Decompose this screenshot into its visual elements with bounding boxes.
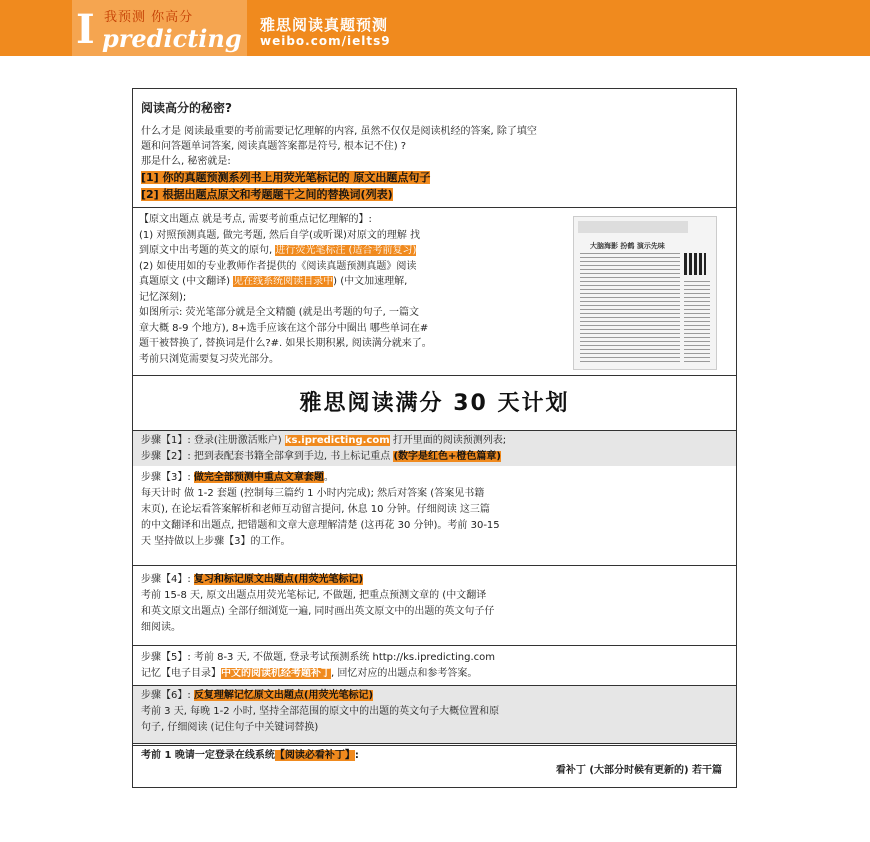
- plan-title-section: [133, 375, 736, 431]
- thumbnail-heading: 大脑海影 扮鹤 演示先味: [590, 242, 665, 250]
- intro-paragraph: 题和问答题单词答案, 阅读真题答案都是符号, 根本记不住) ?: [141, 141, 407, 152]
- thumbnail-text-lines: [580, 253, 680, 363]
- step-6-block: [133, 686, 736, 744]
- secret-point-2: [2] 根据出题点原文和考题题干之间的替换词(列表): [141, 188, 393, 201]
- explain-line: 考前只浏览需要复习荧光部分。: [139, 353, 279, 365]
- step-4-label: 步骤【4】:: [141, 574, 194, 585]
- step-4-paragraph: 和英文原文出题点) 全部仔细浏览一遍, 同时画出英文原文中的出题的英文句子仔: [141, 606, 495, 617]
- step-3-paragraph: 的中文翻译和出题点, 把错题和文章大意理解清楚 (这再花 30 分钟)。考前 30-15: [141, 520, 500, 531]
- step-5-highlight: 中文的阅读机经考题补丁: [221, 668, 331, 679]
- step-1-text: 步骤【1】: 登录(注册激活账户): [141, 435, 285, 446]
- header-weibo-link[interactable]: weibo.com/ielts9: [260, 34, 391, 48]
- step-1-text: 打开里面的阅读预测列表;: [389, 435, 507, 446]
- step-3-paragraph: 天 坚持做以上步骤【3】的工作。: [141, 536, 291, 547]
- header-title: 雅思阅读真题预测: [260, 16, 389, 34]
- step-3-punct: 。: [323, 472, 334, 483]
- ks-ipredicting-link[interactable]: ks.ipredicting.com: [284, 435, 390, 446]
- step-4-highlight: 复习和标记原文出题点(用荧光笔标记): [193, 574, 364, 585]
- logo-slogan: 我预测 你高分: [104, 10, 194, 25]
- step-6-label: 步骤【6】:: [141, 690, 194, 701]
- step-3-paragraph: 每天计时 做 1-2 套题 (控制每三篇约 1 小时内完成); 然后对答案 (答案见书籍: [141, 488, 485, 499]
- sample-page-thumbnail: [573, 216, 717, 370]
- step-4-paragraph: 细阅读。: [141, 622, 181, 633]
- explain-line: 章大概 8-9 个地方), 8+选手应该在这个部分中圈出 哪些单词在#: [139, 322, 429, 334]
- step-6-paragraph: 考前 3 天, 每晚 1-2 小时, 坚持全部范围的原文中的出题的英文句子大概位置和原: [141, 706, 500, 717]
- step-4-paragraph: 考前 15-8 天, 原文出题点用荧光笔标记, 不做题, 把重点预测文章的 (中文翻译: [141, 590, 487, 601]
- step-5-text: , 回忆对应的出题点和参考答案。: [331, 668, 478, 679]
- logo-wordmark: predicting: [102, 24, 242, 53]
- final-note-text: 考前 1 晚请一定登录在线系统: [141, 750, 275, 761]
- ipredicting-logo[interactable]: [72, 0, 247, 56]
- explain-line: 到原文中出考题的英文的原句,: [139, 245, 276, 256]
- step-3-label: 步骤【3】:: [141, 472, 194, 483]
- document-page: [132, 88, 737, 788]
- step-3-highlight: 做完全部预测中重点文章套题: [193, 472, 324, 483]
- intro-title: 阅读高分的秘密?: [141, 101, 232, 115]
- explain-line: (1) 对照预测真题, 做完考题, 然后自学(或听课)对原文的理解 找: [139, 229, 421, 241]
- step-2-text: 步骤【2】: 把到表配套书籍全部拿到手边, 书上标记重点: [141, 451, 394, 462]
- header-bar: [0, 0, 870, 56]
- intro-paragraph: 什么才是 阅读最重要的考前需要记忆理解的内容, 虽然不仅仅是阅读机经的答案, 除了填空: [141, 126, 537, 137]
- final-note-right: 看补丁 (大部分时候有更新的) 若干篇: [555, 765, 722, 776]
- step-2-highlight: (数字是红色+橙色篇章): [393, 451, 501, 462]
- final-note-block: [133, 745, 736, 787]
- step-5-block: [133, 646, 736, 686]
- intro-section: [133, 89, 736, 207]
- explain-line: ) (中文加速理解,: [333, 276, 408, 287]
- highlight-online-catalog: 见在线系统阅读目录中: [233, 276, 334, 287]
- step-5-text: 记忆【电子目录】: [141, 668, 221, 679]
- explain-line: 【原文出题点 就是考点, 需要考前重点记忆理解的】:: [139, 214, 372, 225]
- must-read-patch-highlight: 【阅读必看补丁】: [274, 750, 355, 761]
- plan-title: 雅思阅读满分 30 天计划: [299, 391, 570, 416]
- step-4-block: [133, 566, 736, 646]
- explain-line: 记忆深刻);: [139, 291, 187, 303]
- explain-line: 如图所示: 荧光笔部分就是全文精髓 (就是出考题的句子, 一篇文: [139, 307, 419, 318]
- step-1-2-block: [133, 431, 736, 466]
- step-3-block: [133, 466, 736, 566]
- step-6-paragraph: 句子, 仔细阅读 (记住句子中关键词替换): [141, 722, 319, 733]
- secret-point-1: [1] 你的真题预测系列书上用荧光笔标记的 原文出题点句子: [141, 171, 431, 184]
- explain-line: 真题原文 (中文翻译): [139, 276, 234, 287]
- qr-code-icon: [684, 253, 706, 275]
- final-note-punct: :: [354, 750, 359, 761]
- thumbnail-text-lines: [684, 281, 710, 363]
- step-6-highlight: 反复理解记忆原文出题点(用荧光笔标记): [193, 690, 374, 701]
- explain-line: 题干被替换了, 替换词是什么?#. 如果长期积累, 阅读满分就来了。: [139, 338, 432, 349]
- step-5-text: 步骤【5】: 考前 8-3 天, 不做题, 登录考试预测系统 http://ks.ipredicting.com: [141, 652, 496, 663]
- logo-letter-i: I: [76, 6, 95, 53]
- intro-paragraph: 那是什么, 秘密就是:: [141, 156, 231, 167]
- step-3-paragraph: 末页), 在论坛看答案解析和老师互动留言提问, 休息 10 分钟。仔细阅读 这三篇: [141, 504, 490, 515]
- thumbnail-title-bar: [578, 221, 688, 233]
- explain-line: (2) 如使用如的专业教师作者提供的《阅读真题预测真题》阅读: [139, 260, 417, 272]
- source-point-section: [133, 207, 736, 375]
- highlight-review-tip: 进行荧光笔标注 (适合考前复习): [275, 245, 417, 256]
